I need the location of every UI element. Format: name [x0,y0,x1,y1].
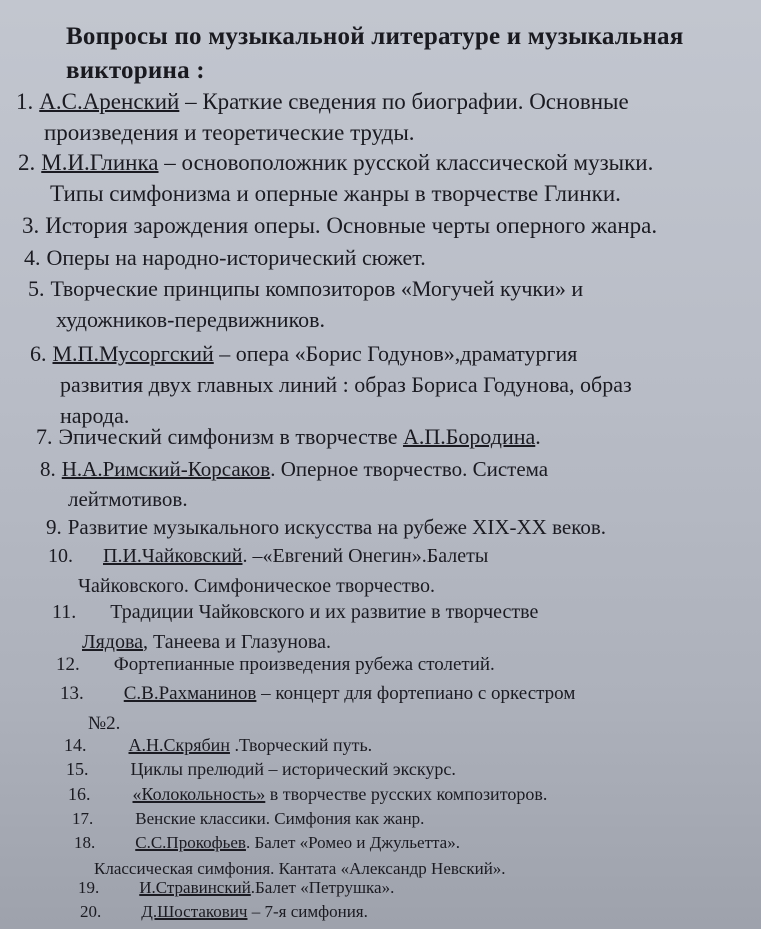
question-item-6 [30,338,632,431]
title-line-2: викторина : [66,57,205,84]
question-number: 17. [72,809,94,828]
question-line [40,454,548,484]
question-text: .Балет «Петрушка». [250,878,395,897]
question-number: 9. [46,515,62,539]
question-number: 2. [18,150,36,175]
underlined-name: С.В.Рахманинов [123,683,257,704]
question-item-7 [36,422,541,452]
question-number: 13. [60,683,84,704]
underlined-name: Лядова [82,631,143,653]
question-continuation: Чайковского. Симфоническое творчество. [78,575,435,597]
question-text: . Оперное творчество. Система [270,457,549,481]
question-text: . Балет «Ромео и Джульетта». [245,833,460,852]
question-item-14 [64,732,372,758]
question-item-15 [66,756,456,782]
question-line [66,756,456,782]
underlined-name: Д.Шостакович [141,902,248,921]
question-text: Оперы на народно-исторический сюжет. [46,245,426,270]
question-text: – Краткие сведения по биографии. Основные [179,89,629,114]
question-continuation: народа. [60,403,130,428]
underlined-name: М.П.Мусоргский [52,341,214,366]
question-line [18,147,653,178]
question-number: 16. [68,784,91,804]
question-text: – основоположник русской классической музыки. [158,150,654,175]
question-line [22,210,657,241]
underlined-name: М.И.Глинка [41,150,159,175]
question-item-13 [60,679,575,739]
question-text: . –«Евгений Онегин».Балеты [242,545,489,567]
question-item-17 [72,806,424,832]
question-continuation: №2. [88,713,121,734]
question-line [68,781,547,807]
question-line [48,541,488,571]
question-text: .Творческий путь. [229,735,373,755]
question-text: . [535,424,541,449]
question-line [74,830,506,856]
question-text: Развитие музыкального искусства на рубеже XIX-XX веков. [67,515,606,539]
question-number: 3. [22,213,40,238]
question-number: 11. [52,601,77,623]
question-item-10 [48,541,488,601]
question-number: 14. [64,735,87,755]
question-text: Венские классики. Симфония как жанр. [135,809,425,828]
question-text: Эпический симфонизм в творчестве [58,424,403,449]
question-text: Творческие принципы композиторов «Могучей кучки» и [50,276,584,301]
underlined-name: «Колокольность» [132,784,266,804]
question-item-9 [46,512,606,542]
question-item-8 [40,454,548,514]
question-continuation: произведения и теоретические труды. [44,120,415,145]
question-text: Фортепианные произведения рубежа столетий. [113,654,495,675]
question-item-12 [56,651,495,679]
question-line [72,806,424,832]
question-number: 6. [30,341,47,366]
question-text: История зарождения оперы. Основные черты оперного жанра. [45,213,658,238]
question-item-2 [18,147,653,209]
question-number: 7. [36,424,53,449]
question-line [30,338,632,369]
underlined-name: А.П.Бородина [402,424,536,449]
question-continuation: художников-передвижников. [56,307,326,332]
question-number: 20. [80,902,102,921]
question-line [80,900,368,924]
question-text: , Танеева и Глазунова. [143,631,331,653]
question-number: 18. [74,833,96,852]
question-text: в творчестве русских композиторов. [265,784,548,804]
question-item-3 [22,210,657,241]
question-number: 5. [28,276,45,301]
question-item-20 [80,900,368,924]
question-number: 4. [24,245,41,270]
question-item-1 [16,86,629,148]
question-continuation: Типы симфонизма и оперные жанры в творчестве Глинки. [50,181,621,206]
underlined-name: А.С.Аренский [39,89,180,114]
underlined-name: С.С.Прокофьев [135,833,246,852]
question-text: – 7-я симфония. [247,902,368,921]
question-number: 19. [78,878,100,897]
question-line [78,876,394,900]
question-line [28,273,583,304]
question-item-11 [52,597,538,657]
question-item-16 [68,781,547,807]
question-text: Традиции Чайковского и их развитие в творчестве [110,601,539,623]
question-line [60,679,575,709]
question-line [46,512,606,542]
question-continuation: лейтмотивов. [68,487,188,511]
question-number: 15. [66,759,89,779]
question-line [16,86,629,117]
question-continuation: Классическая симфония. Кантата «Александр Невский». [94,859,506,878]
underlined-name: А.Н.Скрябин [128,735,230,755]
question-item-19 [78,876,394,900]
question-number: 1. [16,89,34,114]
question-continuation: развития двух главных линий : образ Бориса Годунова, образ [60,372,632,397]
underlined-name: Н.А.Римский-Корсаков [61,457,271,481]
question-line [56,651,495,679]
question-text: – опера «Борис Годунов»,драматургия [213,341,578,366]
title-line-1: Вопросы по музыкальной литературе и музыкальная [66,23,684,50]
question-number: 10. [48,545,73,567]
question-text: – концерт для фортепиано с оркестром [256,683,576,704]
question-item-18 [74,830,506,882]
question-text: Циклы прелюдий – исторический экскурс. [130,759,456,779]
question-line [52,597,538,627]
question-line [64,732,372,758]
underlined-name: П.И.Чайковский [103,545,243,567]
question-line [24,243,426,273]
question-number: 8. [40,457,56,481]
question-line [36,422,541,452]
question-item-4 [24,243,426,273]
question-number: 12. [56,654,80,675]
question-item-5 [28,273,583,335]
underlined-name: И.Стравинский [139,878,251,897]
